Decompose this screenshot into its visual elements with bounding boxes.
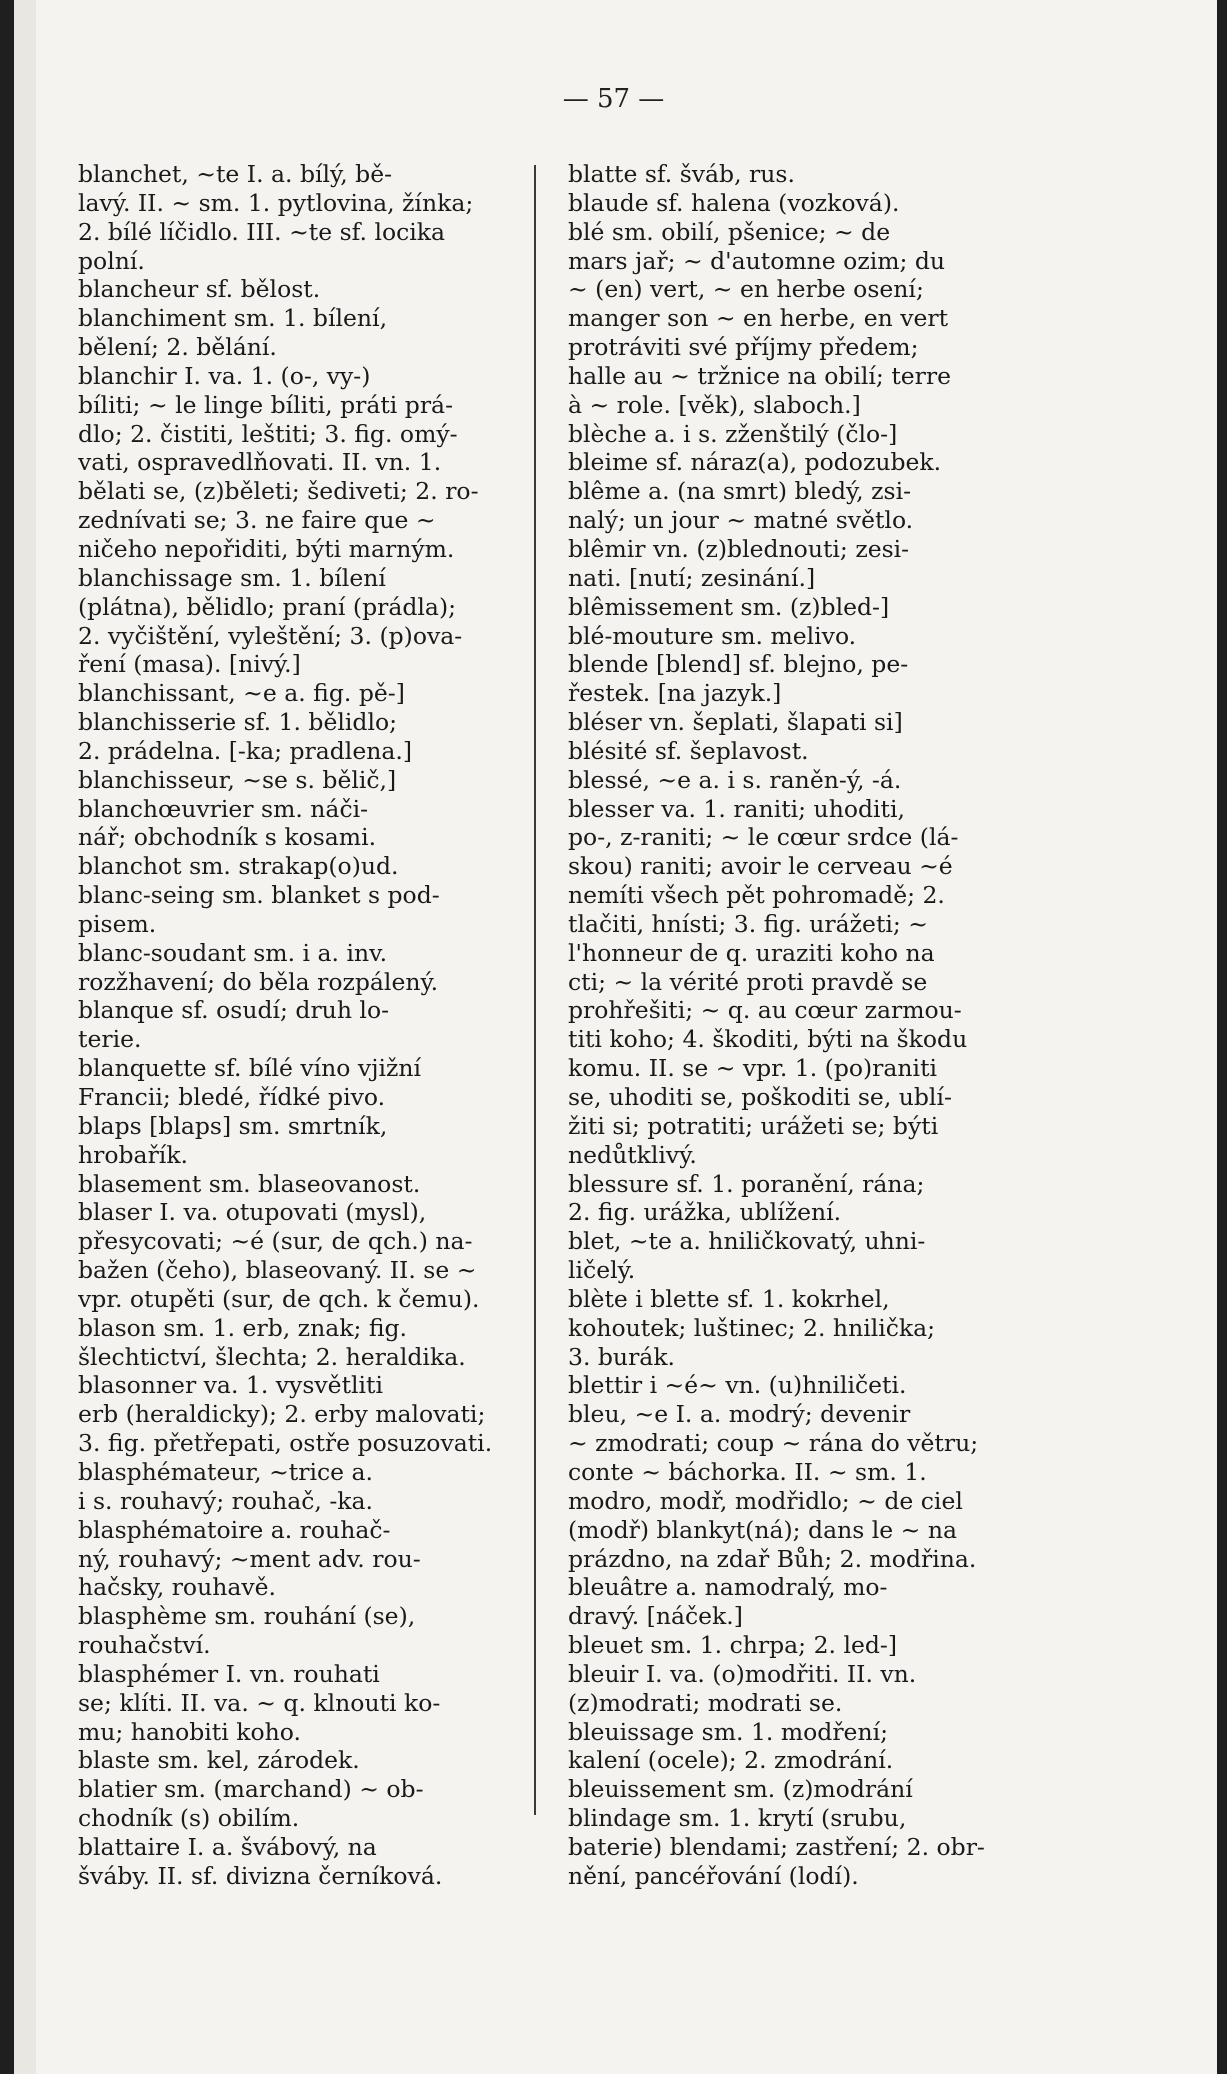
- text-line: blanchiment sm. 1. bílení,: [78, 304, 388, 333]
- text-line: blende [blend] sf. blejno, pe-: [568, 650, 909, 679]
- text-line: blancheur sf. bělost.: [78, 275, 321, 304]
- text-line: komu. II. se ~ vpr. 1. (po)raniti: [568, 1054, 938, 1083]
- text-line: bleu, ~e I. a. modrý; devenir: [568, 1400, 911, 1429]
- text-line: ~ (en) vert, ~ en herbe osení;: [568, 275, 924, 304]
- text-line: skou) raniti; avoir le cerveau ~é: [568, 852, 953, 881]
- text-line: blaste sm. kel, zárodek.: [78, 1746, 360, 1775]
- text-line: blessé, ~e a. i s. raněn-ý, -á.: [568, 765, 902, 794]
- text-line: dravý. [náček.]: [568, 1602, 743, 1631]
- text-line: nati. [nutí; zesinání.]: [568, 563, 816, 592]
- text-line: terie.: [78, 1025, 142, 1054]
- page-right-edge: [1217, 0, 1227, 2074]
- text-line: vpr. otupěti (sur, de qch. k čemu).: [78, 1284, 480, 1313]
- text-line: blasement sm. blaseovanost.: [78, 1169, 421, 1198]
- text-line: žiti si; potratiti; urážeti se; býti: [568, 1111, 939, 1140]
- text-line: à ~ role. [věk), slaboch.]: [568, 390, 861, 419]
- text-line: blanquette sf. bílé víno vjižní: [78, 1054, 422, 1083]
- column-divider: [534, 165, 536, 1815]
- text-line: blanque sf. osudí; druh lo-: [78, 996, 390, 1025]
- text-line: ~ zmodrati; coup ~ rána do větru;: [568, 1429, 979, 1458]
- text-line: rozžhavení; do běla rozpálený.: [78, 967, 439, 996]
- text-line: hrobařík.: [78, 1140, 189, 1169]
- text-line: blêmissement sm. (z)bled-]: [568, 592, 890, 621]
- text-line: bažen (čeho), blaseovaný. II. se ~: [78, 1256, 477, 1285]
- text-line: conte ~ báchorka. II. ~ sm. 1.: [568, 1457, 927, 1486]
- text-line: cti; ~ la vérité proti pravdě se: [568, 967, 928, 996]
- text-line: 2. prádelna. [-ka; pradlena.]: [78, 736, 413, 765]
- text-line: bělati se, (z)běleti; šediveti; 2. ro-: [78, 477, 479, 506]
- text-line: blattaire I. a. švábový, na: [78, 1832, 377, 1861]
- text-line: po-, z-raniti; ~ le cœur srdce (lá-: [568, 823, 959, 852]
- previous-page-strip: [14, 0, 36, 2074]
- text-line: bléser vn. šeplati, šlapati si]: [568, 708, 903, 737]
- text-line: kalení (ocele); 2. zmodrání.: [568, 1746, 894, 1775]
- text-line: se; klíti. II. va. ~ q. klnouti ko-: [78, 1688, 441, 1717]
- text-line: blanc-seing sm. blanket s pod-: [78, 881, 440, 910]
- text-line: blet, ~te a. hniličkovatý, uhni-: [568, 1227, 926, 1256]
- text-line: šlechtictví, šlechta; 2. heraldika.: [78, 1342, 466, 1371]
- text-line: bleuir I. va. (o)modřiti. II. vn.: [568, 1659, 917, 1688]
- text-line: blanchet, ~te I. a. bílý, bě-: [78, 160, 393, 188]
- text-line: bělení; 2. bělání.: [78, 333, 277, 362]
- text-line: nář; obchodník s kosami.: [78, 823, 377, 852]
- text-line: nemíti všech pět pohromadě; 2.: [568, 881, 945, 910]
- text-line: blasphème sm. rouhání (se),: [78, 1602, 416, 1631]
- text-line: řestek. [na jazyk.]: [568, 679, 782, 708]
- text-line: 3. fig. přetřepati, ostře posuzovati.: [78, 1429, 493, 1458]
- text-line: blasonner va. 1. vysvětliti: [78, 1371, 384, 1400]
- text-line: blatte sf. šváb, rus.: [568, 160, 795, 188]
- text-line: titi koho; 4. škoditi, býti na škodu: [568, 1025, 968, 1054]
- text-line: baterie) blendami; zastření; 2. obr-: [568, 1832, 985, 1861]
- text-line: blindage sm. 1. krytí (srubu,: [568, 1804, 907, 1833]
- text-line: erb (heraldicky); 2. erby malovati;: [78, 1400, 486, 1429]
- text-line: blé sm. obilí, pšenice; ~ de: [568, 217, 891, 246]
- text-line: mars jař; ~ d'automne ozim; du: [568, 246, 946, 275]
- text-line: blêmir vn. (z)blednouti; zesi-: [568, 534, 910, 563]
- text-line: blaser I. va. otupovati (mysl),: [78, 1198, 427, 1227]
- text-line: bíliti; ~ le linge bíliti, práti prá-: [78, 390, 454, 419]
- text-line: blessure sf. 1. poranění, rána;: [568, 1169, 925, 1198]
- text-line: blanchœuvrier sm. náči-: [78, 794, 369, 823]
- text-line: blanc-soudant sm. i a. inv.: [78, 938, 388, 967]
- text-line: blésité sf. šeplavost.: [568, 736, 809, 765]
- text-line: blanchisserie sf. 1. bělidlo;: [78, 708, 398, 737]
- text-line: zednívati se; 3. ne faire que ~: [78, 506, 436, 535]
- text-line: ničeho nepořiditi, býti marným.: [78, 534, 455, 563]
- text-line: prázdno, na zdař Bůh; 2. modřina.: [568, 1544, 977, 1573]
- text-line: polní.: [78, 246, 145, 275]
- text-line: bleuissement sm. (z)modrání: [568, 1775, 913, 1804]
- text-line: blète i blette sf. 1. kokrhel,: [568, 1284, 890, 1313]
- text-line: 3. burák.: [568, 1342, 676, 1371]
- text-line: nedůtklivý.: [568, 1140, 697, 1169]
- text-line: modro, modř, modřidlo; ~ de ciel: [568, 1486, 963, 1515]
- text-line: blettir i ~é~ vn. (u)hniličeti.: [568, 1371, 907, 1400]
- text-line: blé-mouture sm. melivo.: [568, 621, 857, 650]
- text-line: (plátna), bělidlo; praní (prádla);: [78, 592, 457, 621]
- text-line: nění, pancéřování (lodí).: [568, 1861, 859, 1890]
- text-line: nalý; un jour ~ matné světlo.: [568, 506, 914, 535]
- text-line: se, uhoditi se, poškoditi se, ublí-: [568, 1083, 952, 1111]
- text-line: blasphématoire a. rouhač-: [78, 1515, 391, 1544]
- right-column: [568, 160, 1030, 1891]
- text-line: (modř) blankyt(ná); dans le ~ na: [568, 1515, 957, 1544]
- page-number: — 57 —: [562, 84, 665, 114]
- text-line: mu; hanobiti koho.: [78, 1717, 301, 1746]
- text-line: manger son ~ en herbe, en vert: [568, 304, 949, 333]
- text-line: bleuet sm. 1. chrpa; 2. led-]: [568, 1631, 898, 1660]
- text-line: l'honneur de q. uraziti koho na: [568, 938, 935, 967]
- text-line: pisem.: [78, 909, 157, 938]
- text-line: 2. fig. urážka, ublížení.: [568, 1198, 842, 1227]
- text-line: blanchissage sm. 1. bílení: [78, 563, 386, 592]
- text-line: protráviti své příjmy předem;: [568, 333, 919, 362]
- text-line: blatier sm. (marchand) ~ ob-: [78, 1775, 424, 1804]
- page-left-edge: [0, 0, 14, 2074]
- text-line: ný, rouhavý; ~ment adv. rou-: [78, 1544, 421, 1573]
- text-line: bleuâtre a. namodralý, mo-: [568, 1573, 888, 1602]
- text-line: tlačiti, hnísti; 3. fig. urážeti; ~: [568, 909, 928, 938]
- text-line: lavý. II. ~ sm. 1. pytlovina, žínka;: [78, 188, 474, 217]
- text-line: blaude sf. halena (vozková).: [568, 188, 900, 217]
- text-line: blanchissant, ~e a. fig. pě-]: [78, 679, 405, 708]
- text-line: kohoutek; luštinec; 2. hnilička;: [568, 1313, 936, 1342]
- text-line: ření (masa). [nivý.]: [78, 650, 301, 679]
- text-line: blesser va. 1. raniti; uhoditi,: [568, 794, 905, 823]
- text-line: blason sm. 1. erb, znak; fig.: [78, 1313, 408, 1342]
- left-column: [78, 160, 538, 1891]
- text-line: blaps [blaps] sm. smrtník,: [78, 1111, 388, 1140]
- text-line: rouhačství.: [78, 1631, 211, 1660]
- text-line: šváby. II. sf. divizna černíková.: [78, 1861, 443, 1890]
- text-line: 2. vyčištění, vyleštění; 3. (p)ova-: [78, 621, 463, 650]
- text-line: blanchir I. va. 1. (o-, vy-): [78, 361, 371, 390]
- text-line: blême a. (na smrt) bledý, zsi-: [568, 477, 912, 506]
- text-line: i s. rouhavý; rouhač, -ka.: [78, 1486, 374, 1515]
- text-line: blasphémer I. vn. rouhati: [78, 1659, 380, 1688]
- text-line: chodník (s) obilím.: [78, 1804, 300, 1833]
- text-line: hačsky, rouhavě.: [78, 1573, 277, 1602]
- text-line: halle au ~ tržnice na obilí; terre: [568, 361, 952, 390]
- text-line: blasphémateur, ~trice a.: [78, 1457, 373, 1486]
- text-line: 2. bílé líčidlo. III. ~te sf. locika: [78, 217, 446, 246]
- text-line: blèche a. i s. zženštilý (člo-]: [568, 419, 898, 448]
- text-line: blanchisseur, ~se s. bělič,]: [78, 765, 397, 794]
- text-line: bleuissage sm. 1. modření;: [568, 1717, 889, 1746]
- text-line: dlo; 2. čistiti, leštiti; 3. fig. omý-: [78, 419, 458, 448]
- text-line: přesycovati; ~é (sur, de qch.) na-: [78, 1227, 473, 1256]
- text-line: blanchot sm. strakap(o)ud.: [78, 852, 399, 881]
- text-line: Francii; bledé, řídké pivo.: [78, 1083, 386, 1111]
- text-line: ličelý.: [568, 1256, 636, 1285]
- text-line: vati, ospravedlňovati. II. vn. 1.: [78, 448, 442, 477]
- text-line: (z)modrati; modrati se.: [568, 1688, 843, 1717]
- text-line: bleime sf. náraz(a), podozubek.: [568, 448, 942, 477]
- text-line: prohřešiti; ~ q. au cœur zarmou-: [568, 996, 962, 1025]
